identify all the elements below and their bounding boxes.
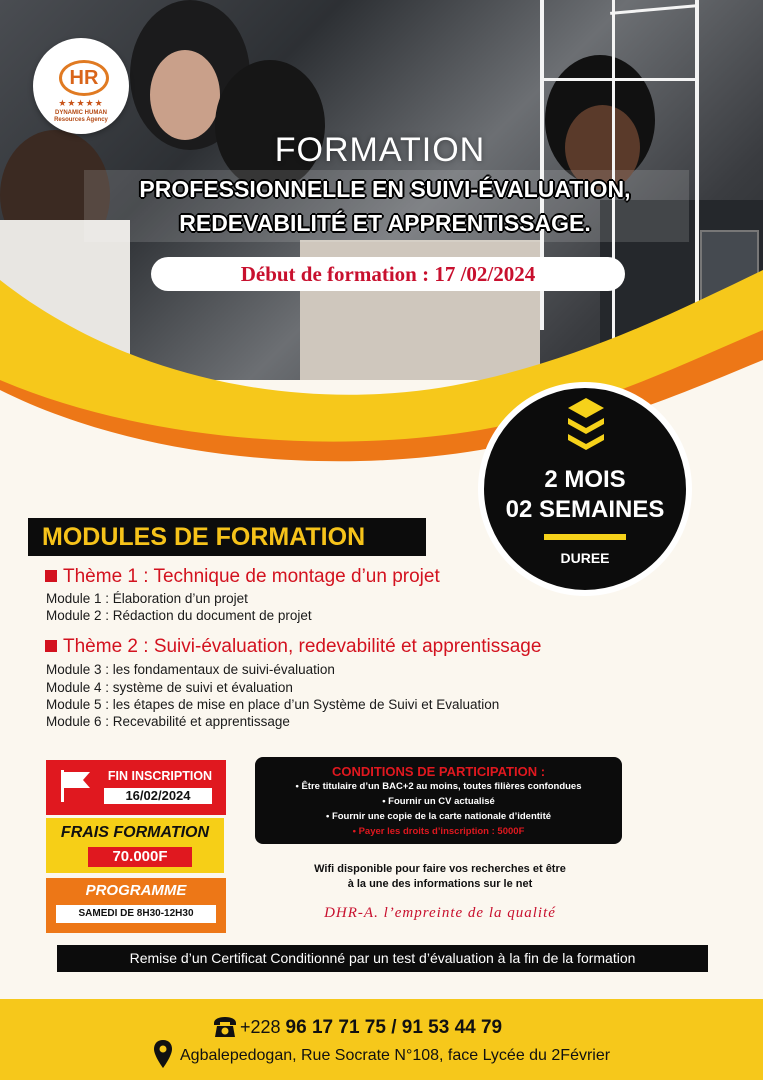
duration-divider: [544, 534, 626, 540]
duration-weeks: 02 SEMAINES: [505, 496, 665, 523]
condition-item: • Être titulaire d’un BAC+2 au moins, toutes filières confondues: [295, 781, 582, 792]
subtitle-line-1: PROFESSIONNELLE EN SUIVI-ÉVALUATION,: [139, 176, 631, 202]
condition-item: • Fournir une copie de la carte nationale d’identité: [325, 811, 552, 822]
schedule-value: SAMEDI DE 8H30-12H30: [56, 905, 216, 923]
theme-1-label: Thème 1 : Technique de montage d’un projet: [63, 566, 440, 587]
duration-label: DUREE: [560, 550, 610, 566]
phone-prefix: +228: [240, 1017, 286, 1037]
schedule-block: [46, 878, 226, 933]
bullet-square-icon: [45, 570, 57, 582]
phone-line: [240, 1014, 740, 1041]
wifi-notice: [290, 862, 590, 892]
theme-1-title: [45, 566, 440, 588]
phone-icon: [212, 1016, 238, 1038]
certificate-banner: Remise d’un Certificat Conditionné par un test d’évaluation à la fin de la formation: [57, 945, 708, 972]
motto: DHR-A. l’empreinte de la qualité: [324, 905, 556, 921]
condition-item: • Fournir un CV actualisé: [382, 796, 495, 807]
agency-logo: [33, 38, 129, 134]
logo-stars: ★★★★★: [58, 98, 104, 108]
conditions-title: CONDITIONS DE PARTICIPATION :: [331, 764, 546, 779]
module-6: Module 6 : Recevabilité et apprentissage: [46, 714, 290, 729]
logo-name: DYNAMIC HUMAN Resources Agency: [54, 110, 108, 123]
schedule-label: PROGRAMME: [85, 882, 187, 899]
condition-item: • Payer les droits d’inscription : 5000F: [352, 826, 525, 837]
module-2: Module 2 : Rédaction du document de projet: [46, 608, 312, 623]
duration-badge: [478, 382, 692, 596]
module-1: Module 1 : Élaboration d’un projet: [46, 591, 248, 606]
logo-initials: HR: [59, 60, 109, 96]
subtitle-line-2: REDEVABILITÉ ET APPRENTISSAGE.: [179, 210, 591, 236]
theme-2-title: [45, 636, 541, 658]
wifi-line-2: à la une des informations sur le net: [347, 878, 533, 890]
deadline-date: 16/02/2024: [104, 788, 212, 804]
contact-footer: [0, 999, 763, 1080]
phone-numbers: 96 17 71 75 / 91 53 44 79: [285, 1017, 503, 1038]
page-subtitle: [60, 172, 710, 240]
conditions-box: [255, 757, 622, 844]
modules-heading: MODULES DE FORMATION: [28, 518, 426, 556]
deadline-label: FIN INSCRIPTION: [107, 769, 213, 783]
start-date-pill: Début de formation : 17 /02/2024: [151, 257, 625, 291]
bullet-square-icon: [45, 640, 57, 652]
registration-deadline: [46, 760, 226, 815]
layers-icon: [566, 396, 606, 454]
address: Agbalepedogan, Rue Socrate N°108, face Lycée du 2Février: [180, 1047, 611, 1064]
theme-2-label: Thème 2 : Suivi-évaluation, redevabilité et apprentissage: [63, 636, 542, 657]
fees-value: 70.000F: [88, 847, 192, 867]
module-3: Module 3 : les fondamentaux de suivi-évaluation: [46, 662, 335, 677]
wifi-line-1: Wifi disponible pour faire vos recherches et être: [314, 863, 566, 875]
flag-icon: [58, 768, 94, 804]
location-pin-icon: [153, 1039, 173, 1069]
fees-block: [46, 818, 224, 873]
module-5: Module 5 : les étapes de mise en place d’un Système de Suivi et Evaluation: [46, 697, 500, 712]
fees-label: FRAIS FORMATION: [60, 824, 210, 841]
module-4: Module 4 : système de suivi et évaluation: [46, 680, 293, 695]
duration-months: 2 MOIS: [544, 466, 626, 493]
page-title: FORMATION: [274, 131, 486, 169]
